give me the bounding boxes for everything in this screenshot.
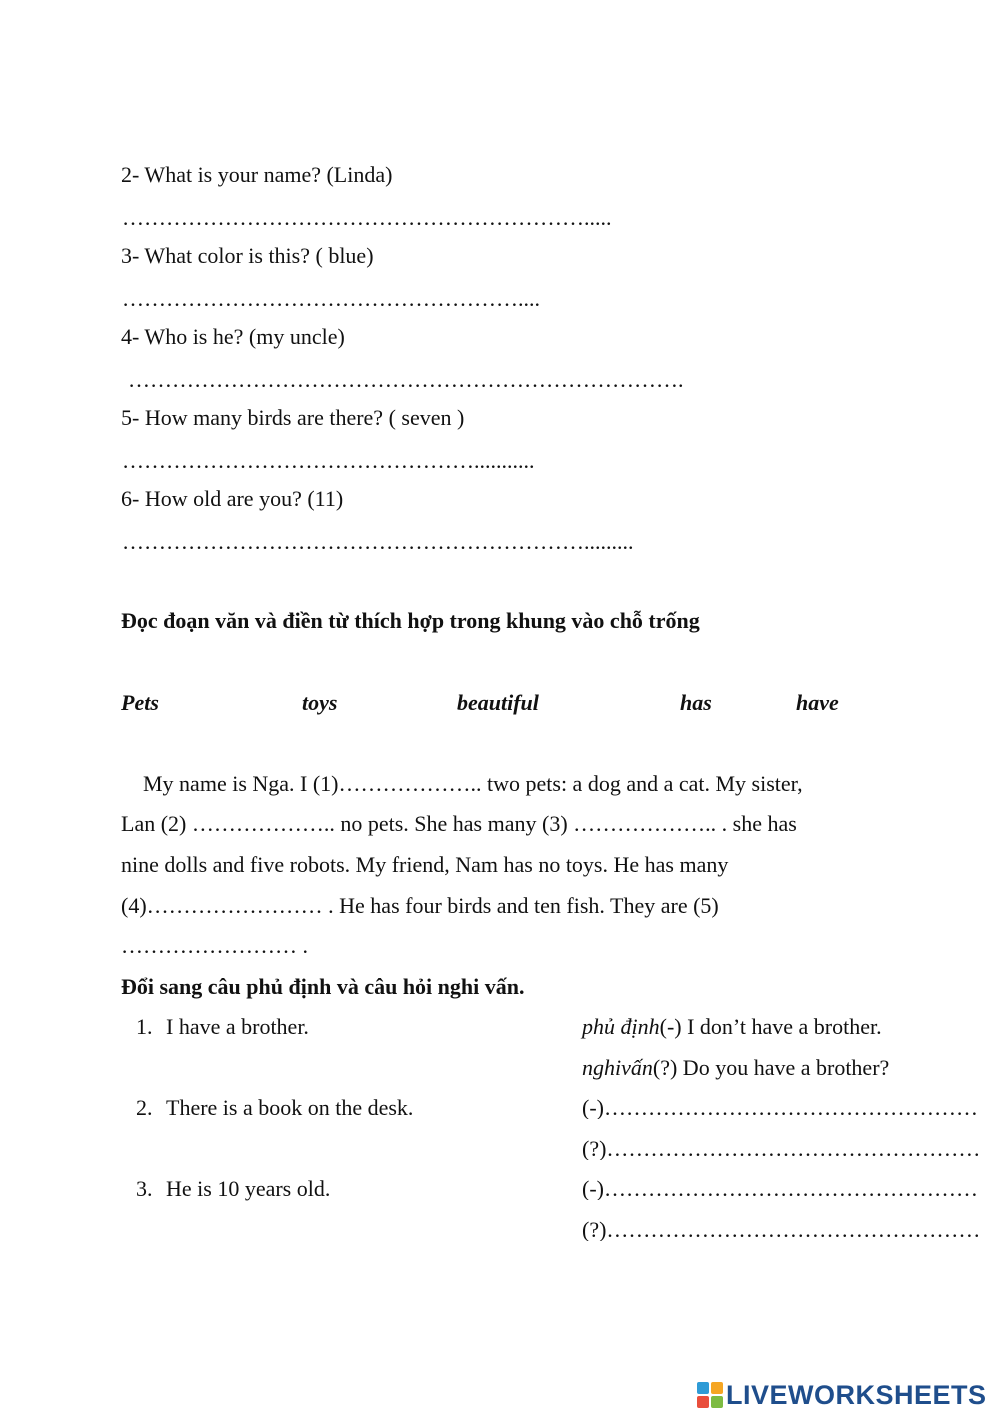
logo-square-1 [697,1382,709,1394]
item-number-2: 2. [136,1095,153,1120]
question-6: 6- How old are you? (11) [121,486,344,511]
paragraph-line-2: Lan (2) ……………….. no pets. She has many (3) ……………….. . she has [121,811,797,836]
paragraph-line-3: nine dolls and five robots. My friend, Nam has no toys. He has many [121,852,729,877]
logo-text: LIVEWORKSHEETS [726,1379,987,1410]
item-sentence-2: There is a book on the desk. [166,1095,414,1120]
example-question [582,1057,889,1079]
logo-square-2 [711,1382,723,1394]
word-box-toys: toys [302,690,338,715]
paragraph-line-1: My name is Nga. I (1)……………….. two pets: a dog and a cat. My sister, [121,771,803,796]
answer-line-2[interactable]: ………………………………………………………..... [122,207,612,229]
example-negative-label: phủ định [582,1014,660,1039]
example-question-label: nghivấn [582,1055,653,1080]
liveworksheets-logo[interactable] [697,1378,987,1412]
item-number-1: 1. [136,1014,153,1039]
answer-line-6[interactable]: ………………………………………………………......... [122,531,634,553]
example-negative-text: (-) I don’t have a brother. [659,1014,882,1039]
word-box-beautiful: beautiful [457,690,539,715]
question-3: 3- What color is this? ( blue) [121,243,374,268]
paragraph-line-5: …………………… . [121,933,308,958]
example-question-text: (?) Do you have a brother? [652,1055,890,1080]
word-box-have: have [796,690,839,715]
item-sentence-1: I have a brother. [166,1014,309,1039]
blank-negative-3[interactable]: (-)…………………………………………… [582,1178,978,1200]
answer-line-4[interactable]: …………………………………………………………………. [128,369,684,391]
section-transform-title: Đổi sang câu phủ định và câu hỏi nghi vấn. [121,974,525,999]
example-negative [582,1016,882,1038]
blank-negative-2[interactable]: (-)…………………………………………… [582,1097,978,1119]
question-5: 5- How many birds are there? ( seven ) [121,405,465,430]
logo-square-4 [711,1396,723,1408]
answer-line-5[interactable]: …………………………………………........... [122,450,535,472]
item-number-3: 3. [136,1176,153,1201]
logo-grid-icon [697,1382,723,1408]
section-fill-title: Đọc đoạn văn và điền từ thích hợp trong khung vào chỗ trống [121,608,700,633]
question-4: 4- Who is he? (my uncle) [121,324,345,349]
logo-square-3 [697,1396,709,1408]
question-2: 2- What is your name? (Linda) [121,162,393,187]
answer-line-3[interactable]: ……………………………………………….... [122,288,540,310]
paragraph-line-4: (4)…………………… . He has four birds and ten fish. They are (5) [121,893,719,918]
word-box-has: has [680,690,712,715]
item-sentence-3: He is 10 years old. [166,1176,331,1201]
word-box-pets: Pets [121,690,159,715]
blank-question-3[interactable]: (?)…………………………………………… [582,1219,981,1241]
blank-question-2[interactable]: (?)…………………………………………… [582,1138,981,1160]
